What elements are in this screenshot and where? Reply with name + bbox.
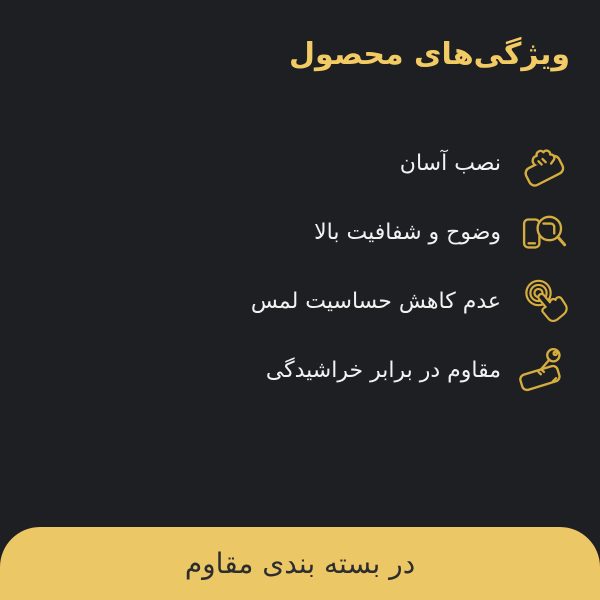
packaging-banner <box>0 527 600 600</box>
feature-row <box>251 136 570 191</box>
feature-label: مقاوم در برابر خراشیدگی <box>265 357 501 383</box>
packaging-banner-label: در بسته بندی مقاوم <box>184 546 416 580</box>
feature-row <box>251 205 570 260</box>
magnifier-phone-icon <box>516 206 570 260</box>
page-title: ویژگی‌های محصول <box>289 37 570 72</box>
key-scratch-icon <box>516 344 570 398</box>
feature-label: وضوح و شفافیت بالا <box>314 219 501 245</box>
install-hand-icon <box>516 137 570 191</box>
feature-row <box>251 274 570 329</box>
touch-tap-icon <box>516 275 570 329</box>
feature-label: عدم کاهش حساسیت لمس <box>250 288 501 314</box>
feature-label: نصب آسان <box>399 150 501 176</box>
feature-list <box>251 136 570 412</box>
feature-row <box>251 343 570 398</box>
